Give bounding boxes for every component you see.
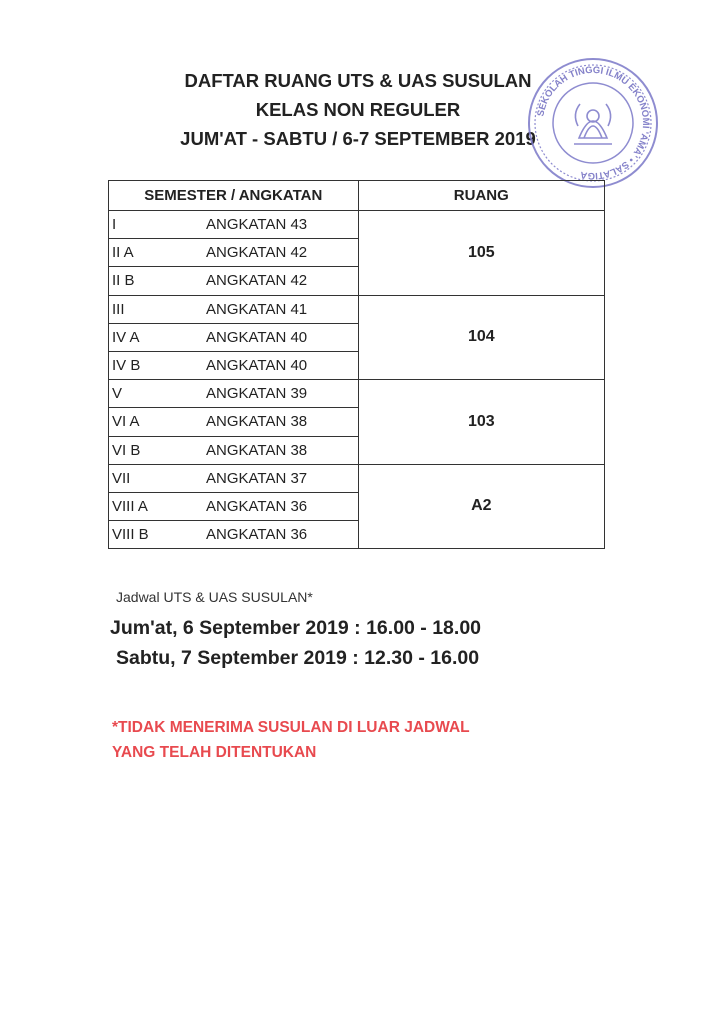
semester-cell: [109, 351, 359, 379]
room-cell: 105: [358, 211, 604, 296]
institution-stamp: [524, 54, 662, 192]
semester-label: VI B: [112, 441, 141, 459]
warning-notice: [112, 715, 470, 765]
semester-label: VIII A: [112, 497, 148, 515]
semester-label: II B: [112, 272, 135, 290]
semester-cell: [109, 323, 359, 351]
semester-cell: [109, 380, 359, 408]
semester-label: V: [112, 385, 123, 403]
semester-cell: [109, 464, 359, 492]
schedule-label: Jadwal UTS & UAS SUSULAN*: [116, 589, 313, 605]
angkatan-label: ANGKATAN 42: [206, 244, 308, 262]
schedule-day-1: Jum'at, 6 September 2019 : 16.00 - 18.00: [110, 617, 482, 639]
angkatan-label: ANGKATAN 39: [206, 385, 308, 403]
table-header-row: [109, 181, 605, 211]
table-row: [109, 380, 605, 408]
table-row: [109, 211, 605, 239]
semester-cell: [109, 295, 359, 323]
semester-cell: [109, 267, 359, 295]
header-semester-angkatan: SEMESTER / ANGKATAN: [109, 181, 359, 211]
stamp-ring-text: SEKOLAH TINGGI ILMU EKONOMI 'AMA' • SALATIGA: [535, 64, 652, 182]
angkatan-label: ANGKATAN 41: [206, 300, 308, 318]
semester-label: VII: [112, 469, 131, 487]
angkatan-label: ANGKATAN 42: [206, 272, 308, 290]
semester-cell: [109, 521, 359, 549]
semester-label: III: [112, 300, 125, 318]
angkatan-label: ANGKATAN 37: [206, 469, 308, 487]
angkatan-label: ANGKATAN 43: [206, 216, 308, 233]
semester-label: II A: [112, 244, 134, 262]
semester-label: IV A: [112, 328, 140, 346]
schedule-day-2: Sabtu, 7 September 2019 : 12.30 - 16.00: [116, 647, 480, 669]
semester-cell: [109, 436, 359, 464]
table-row: [109, 295, 605, 323]
stamp-emblem-icon: [574, 104, 612, 144]
angkatan-label: ANGKATAN 36: [206, 526, 308, 544]
angkatan-label: ANGKATAN 40: [206, 356, 308, 374]
room-cell: 104: [358, 295, 604, 380]
semester-label: IV B: [112, 356, 141, 374]
semester-cell: [109, 211, 359, 239]
room-cell: 103: [358, 380, 604, 465]
semester-label: VI A: [112, 413, 140, 431]
angkatan-label: ANGKATAN 36: [206, 497, 308, 515]
warning-line-2: YANG TELAH DITENTUKAN: [112, 744, 317, 761]
semester-label: I: [112, 216, 117, 233]
room-cell: A2: [358, 464, 604, 549]
semester-label: VIII B: [112, 526, 149, 544]
semester-cell: [109, 492, 359, 520]
title-line-3: JUM'AT - SABTU / 6-7 SEPTEMBER 2019: [180, 128, 536, 149]
semester-cell: [109, 239, 359, 267]
table-row: [109, 464, 605, 492]
header-ruang: RUANG: [358, 181, 604, 211]
title-line-1: DAFTAR RUANG UTS & UAS SUSULAN: [184, 70, 532, 91]
angkatan-label: ANGKATAN 38: [206, 441, 308, 459]
angkatan-label: ANGKATAN 40: [206, 328, 308, 346]
semester-cell: [109, 408, 359, 436]
title-line-2: KELAS NON REGULER: [255, 99, 461, 120]
angkatan-label: ANGKATAN 38: [206, 413, 308, 431]
room-schedule-table: [108, 180, 605, 549]
warning-line-1: *TIDAK MENERIMA SUSULAN DI LUAR JADWAL: [112, 719, 470, 736]
